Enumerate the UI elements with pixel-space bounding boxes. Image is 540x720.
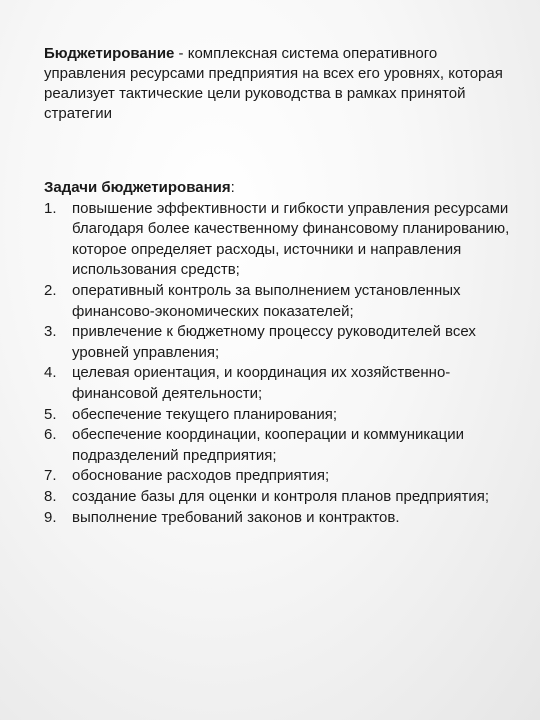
task-item [44,363,514,404]
definition-dash: - [174,45,188,62]
task-number: 3. [44,323,57,341]
task-list [44,199,514,529]
task-number: 4. [44,364,57,382]
definition-term: Бюджетирование [44,45,175,62]
task-text: привлечение к бюджетному процессу руководителей всех уровней управления; [72,323,476,361]
task-text: обоснование расходов предприятия; [72,467,330,485]
task-item [44,199,514,281]
tasks-title: Задачи бюджетирования [44,179,231,196]
tasks-section [44,178,514,528]
task-text: создание базы для оценки и контроля планов предприятия; [72,487,490,505]
task-text: оперативный контроль за выполнением установленных финансово-экономических показателей; [72,281,461,320]
task-text: целевая ориентация, и координация их хозяйственно-финансовой деятельности; [72,364,451,402]
tasks-colon: : [230,179,235,196]
task-number: 2. [44,281,57,299]
task-item [44,405,514,426]
definition-text: комплексная система оперативного управления ресурсами предприятия на всех его уровнях, которая реализует тактические цели руководства в рамках принятой стратегии [44,45,503,122]
task-text: обеспечение текущего планирования; [72,405,338,423]
tasks-heading [44,178,514,199]
task-text: выполнение требований законов и контрактов. [72,508,400,526]
task-item [44,281,514,322]
task-item [44,487,514,508]
task-number: 8. [44,487,57,505]
task-item [44,425,514,466]
task-text: обеспечение координации, кооперации и коммуникации подразделений предприятия; [72,426,464,464]
task-number: 7. [44,467,57,485]
task-item [44,466,514,487]
task-number: 9. [44,508,57,526]
task-text: повышение эффективности и гибкости управления ресурсами благодаря более качественному финансовому планированию, которое определяет расходы, источники и направления использования средств; [72,199,510,279]
task-number: 6. [44,426,57,444]
task-number: 5. [44,405,57,423]
task-item [44,322,514,363]
definition-paragraph [44,44,514,124]
task-number: 1. [44,199,57,217]
task-item [44,508,514,529]
slide-content [44,44,514,528]
